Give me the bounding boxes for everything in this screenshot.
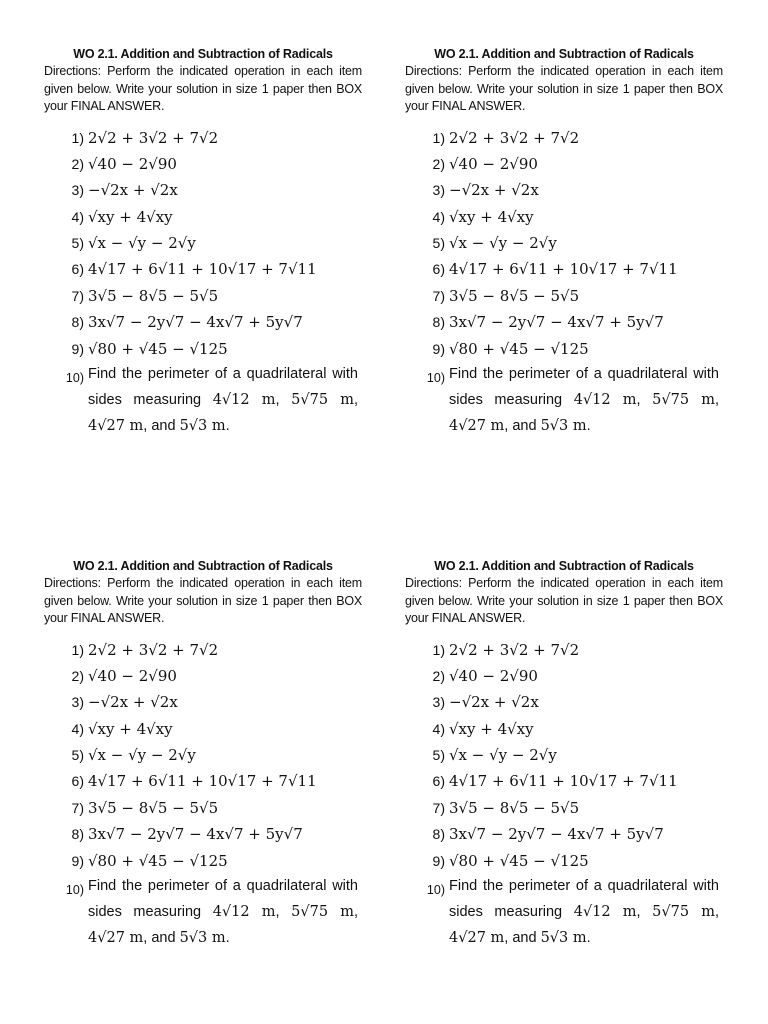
word-problem-text [88,361,358,439]
problem-number: 8) [432,314,445,331]
problem-item [405,287,723,313]
problem-expression: √80 + √45 − √125 [449,339,589,358]
problem-expression: 4√17 + 6√11 + 10√17 + 7√11 [88,260,317,279]
problem-number: 1) [432,129,445,146]
word-problem-text [88,873,358,951]
word-problem-text [449,361,719,439]
problem-number: 10) [426,883,445,898]
problem-number: 1) [432,641,445,658]
word-problem-prompt: Find the perimeter of a quadrilateral with sides measuring [88,878,358,921]
problem-number: 7) [71,287,84,304]
problem-expression: 3x√7 − 2y√7 − 4x√7 + 5y√7 [88,313,303,332]
problem-item [44,155,362,181]
separator: , [636,904,653,921]
problem-item [405,155,723,181]
problem-number: 8) [71,826,84,843]
problem-item [44,208,362,234]
side-measure: 5√3 m [179,930,226,947]
problem-expression: 3√5 − 8√5 − 5√5 [449,286,580,305]
problem-number: 4) [71,208,84,225]
problem-number: 10) [65,883,84,898]
side-measure: 5√3 m [540,418,587,435]
problem-number: 7) [432,799,445,816]
problem-item [44,129,362,155]
problem-item [44,693,362,719]
separator: , [714,904,719,921]
separator: , [636,392,653,409]
side-measure: 4√27 m [449,930,505,947]
separator: , [275,392,292,409]
problem-number: 5) [71,747,84,764]
problem-number: 6) [71,261,84,278]
problem-item [405,208,723,234]
problem-expression: −√2x + √2x [449,693,539,712]
problem-expression: √xy + 4√xy [88,207,173,226]
separator: , [714,392,719,409]
side-measure: 4√27 m [88,418,144,435]
problem-item-word [405,878,723,951]
separator: , and [143,930,180,947]
problem-expression: −√2x + √2x [88,181,178,200]
problem-expression: √x − √y − 2√y [449,746,557,765]
problem-item [44,667,362,693]
problem-expression: √80 + √45 − √125 [88,339,228,358]
word-problem-text [449,873,719,951]
problem-item-word [44,366,362,439]
problem-number: 6) [432,773,445,790]
word-problem-prompt: Find the perimeter of a quadrilateral with sides measuring [88,366,358,409]
word-problem-prompt: Find the perimeter of a quadrilateral with sides measuring [449,366,719,409]
worksheet-directions: Directions: Perform the indicated operation in each item given below. Write your solution in size 1 paper then BOX your FINAL ANSWER. [44,64,362,113]
problem-item [405,260,723,286]
period: . [225,418,230,435]
side-measure: 5√75 m [291,392,354,409]
problem-list [44,641,362,952]
worksheet-copy [44,46,362,439]
separator: , and [504,930,541,947]
side-measure: 5√3 m [540,930,587,947]
problem-expression: 4√17 + 6√11 + 10√17 + 7√11 [449,772,678,791]
worksheet-directions: Directions: Perform the indicated operation in each item given below. Write your solution in size 1 paper then BOX your FINAL ANSWER. [405,576,723,625]
problem-expression: 4√17 + 6√11 + 10√17 + 7√11 [449,260,678,279]
problem-number: 3) [432,182,445,199]
problem-expression: √x − √y − 2√y [88,234,196,253]
word-problem-prompt: Find the perimeter of a quadrilateral with sides measuring [449,878,719,921]
problem-number: 8) [432,826,445,843]
problem-item [44,720,362,746]
problem-expression: 3√5 − 8√5 − 5√5 [449,798,580,817]
problem-item [44,825,362,851]
problem-item [44,641,362,667]
problem-item [405,641,723,667]
problem-expression: −√2x + √2x [88,693,178,712]
problem-number: 6) [71,773,84,790]
problem-number: 7) [432,287,445,304]
problem-item [44,181,362,207]
problem-list [44,129,362,440]
period: . [586,418,591,435]
problem-expression: √x − √y − 2√y [88,746,196,765]
problem-expression: 3x√7 − 2y√7 − 4x√7 + 5y√7 [88,825,303,844]
problem-expression: 4√17 + 6√11 + 10√17 + 7√11 [88,772,317,791]
problem-number: 8) [71,314,84,331]
problem-number: 3) [71,182,84,199]
problem-list [405,641,723,952]
separator: , [353,904,358,921]
worksheet-copy [405,46,723,439]
problem-expression: 2√2 + 3√2 + 7√2 [88,128,219,147]
problem-expression: −√2x + √2x [449,181,539,200]
problem-expression: √40 − 2√90 [88,666,177,685]
side-measure: 5√75 m [291,904,354,921]
side-measure: 4√27 m [449,418,505,435]
problem-expression: √x − √y − 2√y [449,234,557,253]
problem-number: 4) [432,720,445,737]
worksheet-title: WO 2.1. Addition and Subtraction of Radicals [73,47,333,61]
problem-number: 9) [71,340,84,357]
problem-number: 2) [71,155,84,172]
worksheet-copy [405,558,723,951]
problem-number: 5) [71,235,84,252]
problem-number: 9) [71,852,84,869]
problem-expression: √80 + √45 − √125 [88,851,228,870]
problem-item [405,746,723,772]
side-measure: 5√3 m [179,418,226,435]
separator: , and [504,418,541,435]
worksheet-title: WO 2.1. Addition and Subtraction of Radicals [434,559,694,573]
problem-number: 1) [71,641,84,658]
problem-number: 1) [71,129,84,146]
problem-expression: 3√5 − 8√5 − 5√5 [88,286,219,305]
problem-item-word [405,366,723,439]
problem-item [405,799,723,825]
problem-number: 5) [432,235,445,252]
period: . [225,930,230,947]
problem-expression: √40 − 2√90 [449,154,538,173]
problem-item [44,313,362,339]
problem-number: 5) [432,747,445,764]
worksheet-directions: Directions: Perform the indicated operation in each item given below. Write your solution in size 1 paper then BOX your FINAL ANSWER. [44,576,362,625]
problem-expression: 2√2 + 3√2 + 7√2 [88,640,219,659]
period: . [586,930,591,947]
problem-item [44,772,362,798]
problem-number: 10) [426,371,445,386]
problem-expression: 3√5 − 8√5 − 5√5 [88,798,219,817]
worksheet-directions: Directions: Perform the indicated operation in each item given below. Write your solution in size 1 paper then BOX your FINAL ANSWER. [405,64,723,113]
problem-item [405,825,723,851]
side-measure: 4√12 m [573,392,637,409]
problem-item [405,720,723,746]
separator: , [353,392,358,409]
problem-number: 10) [65,371,84,386]
separator: , and [143,418,180,435]
problem-number: 9) [432,852,445,869]
problem-expression: 3x√7 − 2y√7 − 4x√7 + 5y√7 [449,313,664,332]
problem-item [44,746,362,772]
problem-item-word [44,878,362,951]
problem-number: 2) [432,155,445,172]
problem-expression: √40 − 2√90 [449,666,538,685]
side-measure: 4√12 m [573,904,637,921]
separator: , [275,904,292,921]
problem-item [44,260,362,286]
problem-item [405,693,723,719]
problem-expression: √xy + 4√xy [449,719,534,738]
problem-expression: √80 + √45 − √125 [449,851,589,870]
problem-number: 6) [432,261,445,278]
problem-number: 4) [432,208,445,225]
problem-item [405,313,723,339]
problem-expression: √40 − 2√90 [88,154,177,173]
problem-item [405,181,723,207]
problem-number: 3) [71,694,84,711]
problem-item [405,667,723,693]
problem-item [44,287,362,313]
problem-item [405,129,723,155]
problem-item [405,234,723,260]
worksheet-copy [44,558,362,951]
worksheet-title: WO 2.1. Addition and Subtraction of Radicals [73,559,333,573]
side-measure: 4√12 m [212,392,276,409]
side-measure: 4√27 m [88,930,144,947]
problem-item [44,799,362,825]
problem-number: 4) [71,720,84,737]
problem-expression: 2√2 + 3√2 + 7√2 [449,640,580,659]
problem-list [405,129,723,440]
problem-item [44,234,362,260]
problem-item [405,772,723,798]
worksheet-title: WO 2.1. Addition and Subtraction of Radicals [434,47,694,61]
problem-number: 7) [71,799,84,816]
problem-expression: √xy + 4√xy [88,719,173,738]
side-measure: 4√12 m [212,904,276,921]
side-measure: 5√75 m [652,904,715,921]
problem-expression: 2√2 + 3√2 + 7√2 [449,128,580,147]
problem-number: 9) [432,340,445,357]
problem-expression: 3x√7 − 2y√7 − 4x√7 + 5y√7 [449,825,664,844]
side-measure: 5√75 m [652,392,715,409]
problem-number: 3) [432,694,445,711]
problem-expression: √xy + 4√xy [449,207,534,226]
problem-number: 2) [71,667,84,684]
problem-number: 2) [432,667,445,684]
